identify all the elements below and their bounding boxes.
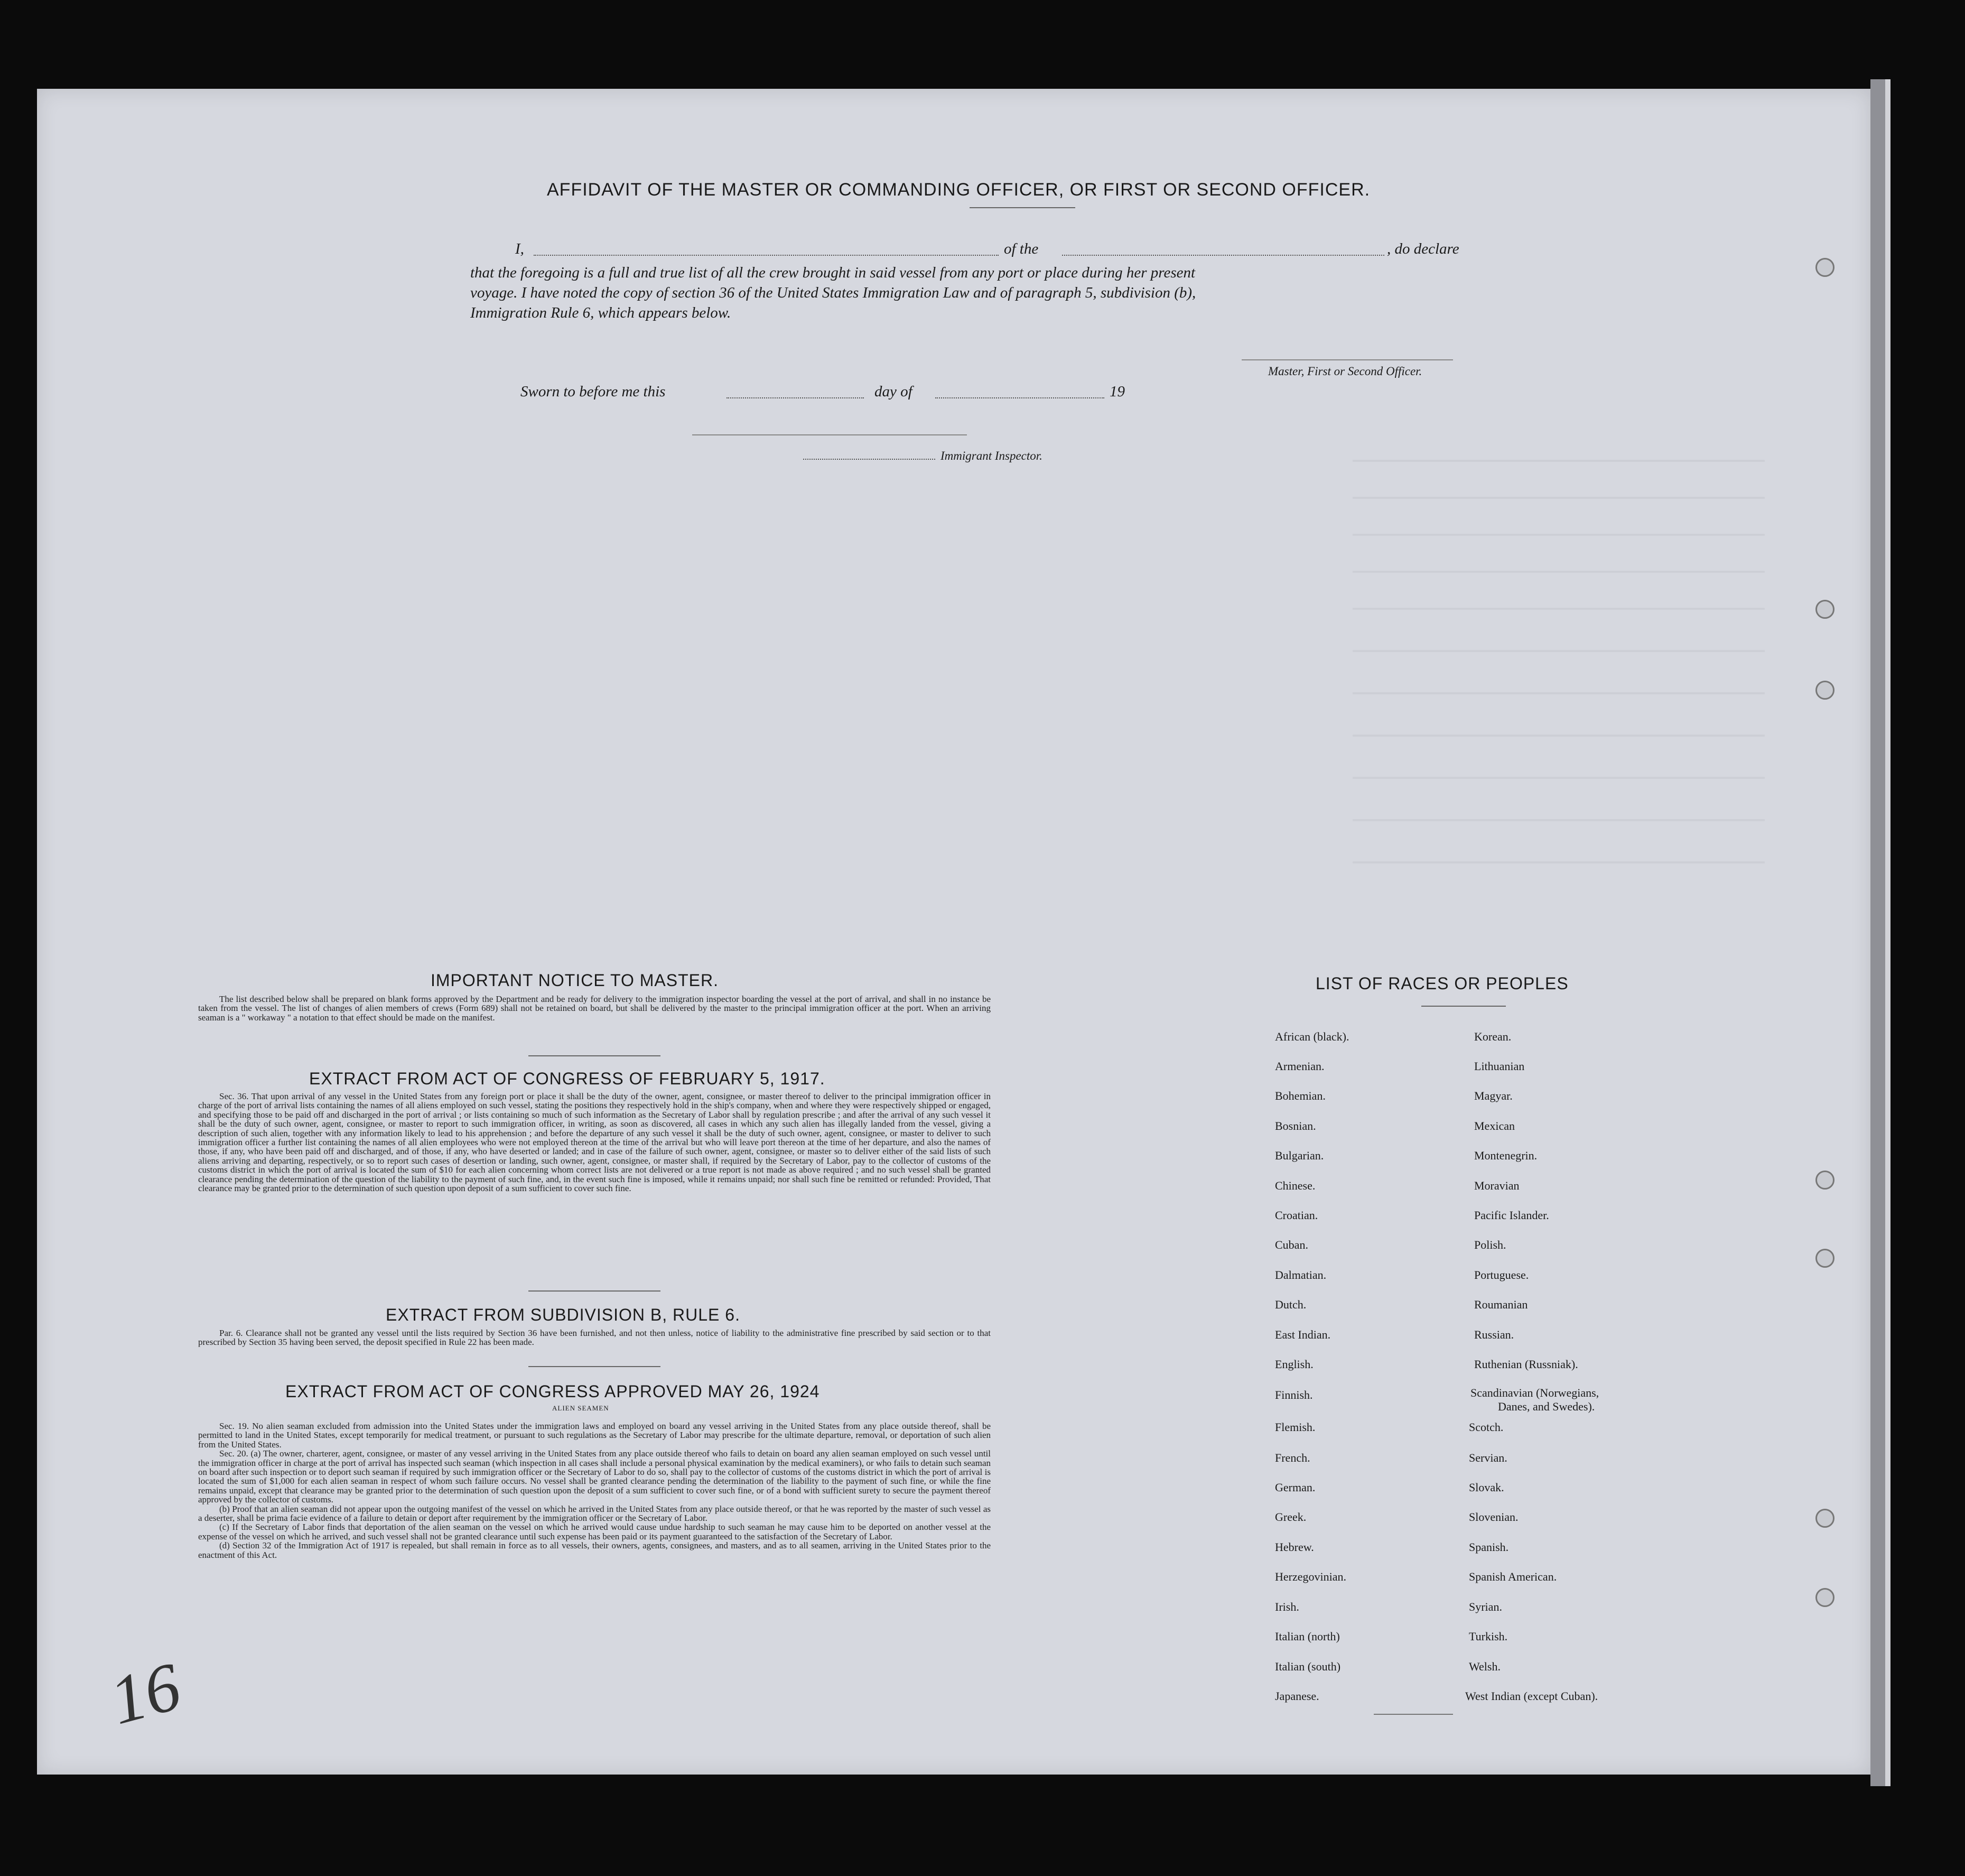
affidavit-of-the: of the (1004, 240, 1039, 257)
extract-1917-title: EXTRACT FROM ACT OF CONGRESS OF FEBRUARY 5, 1917. (309, 1069, 825, 1088)
master-signature-line[interactable] (1242, 359, 1453, 360)
extract-1917-body (198, 1092, 991, 1193)
race-item: Slovak. (1469, 1481, 1504, 1494)
race-item: Bohemian. (1275, 1089, 1326, 1102)
section-rule (528, 1290, 660, 1292)
sec20b-paragraph: (b) Proof that an alien seaman did not appear upon the outgoing manifest of the vessel on which he arrived in the United States from any place outside thereof, or that he was reported by the master of such vessel as a deserter, shall be prima facie evidence of a failure to detain or deport after requirement by the immigration officer or the Secretary of Labor. (198, 1503, 991, 1524)
sworn-day-blank[interactable] (727, 397, 864, 398)
punch-hole-icon (1815, 258, 1834, 277)
race-item: Armenian. (1275, 1060, 1325, 1073)
race-item: Welsh. (1469, 1660, 1501, 1673)
inspector-dots (803, 459, 935, 460)
bleed-through-line (1353, 608, 1765, 610)
section-rule (528, 1366, 660, 1367)
race-item: Roumanian (1474, 1298, 1528, 1311)
race-item: Flemish. (1275, 1420, 1316, 1434)
race-item: Servian. (1469, 1451, 1507, 1464)
inspector-signature-line[interactable] (692, 434, 967, 435)
race-item: Scotch. (1469, 1420, 1504, 1434)
notice-title: IMPORTANT NOTICE TO MASTER. (431, 971, 719, 990)
race-item: African (black). (1275, 1030, 1349, 1043)
race-item: Scandinavian (Norwegians, (1470, 1386, 1599, 1399)
race-item: Herzegovinian. (1275, 1570, 1346, 1583)
page-edge (1870, 79, 1885, 1786)
punch-hole-icon (1815, 600, 1834, 619)
race-item: Syrian. (1469, 1600, 1502, 1613)
bleed-through-line (1353, 777, 1765, 779)
extract-1924-body (198, 1422, 991, 1559)
affidavit-line3: voyage. I have noted the copy of section 36 of the United States Immigration Law and of paragraph 5, subdivision (b), (470, 284, 1196, 301)
race-item: Finnish. (1275, 1388, 1313, 1401)
extract-rule6-paragraph: Par. 6. Clearance shall not be granted any vessel until the lists required by Section 36 have been furnished, and not then unless, notice of liability to the administrative fine prescribed by said section or to that prescribed by Section 35 having been served, the deposit specified in Rule 22 has been made. (198, 1328, 991, 1348)
race-item: Hebrew. (1275, 1540, 1314, 1554)
bleed-through-line (1353, 735, 1765, 737)
race-item: Russian. (1474, 1328, 1514, 1341)
affidavit-declare: , do declare (1387, 240, 1459, 257)
affidavit-line4: Immigration Rule 6, which appears below. (470, 304, 731, 321)
affidavit-line2: that the foregoing is a full and true list of all the crew brought in said vessel from any port or place during her present (470, 264, 1196, 281)
extract-rule6-body (198, 1329, 991, 1347)
race-item: Cuban. (1275, 1238, 1308, 1251)
sec20d-paragraph: (d) Section 32 of the Immigration Act of 1917 is repealed, but shall remain in force as to all vessels, their owners, agents, consignees, and masters, and as to all seamen, arriving in the United States prior to the enactment of this Act. (198, 1540, 991, 1560)
section-rule (528, 1055, 660, 1056)
race-item: Lithuanian (1474, 1060, 1525, 1073)
sec20c-paragraph: (c) If the Secretary of Labor finds that deportation of the alien seaman on the vessel on which he arrived would cause undue hardship to such seaman he may cause him to be deported on another vessel at the expense of the vessel on which he arrived, and such vessel shall not be granted clearance until such expense has been paid or its payment guaranteed to the satisfaction of the Secretary of Labor. (198, 1522, 991, 1541)
extract-rule6-title: EXTRACT FROM SUBDIVISION B, RULE 6. (386, 1305, 740, 1324)
race-item: Dutch. (1275, 1298, 1307, 1311)
race-item: Portuguese. (1474, 1268, 1529, 1281)
race-item: Bosnian. (1275, 1119, 1316, 1132)
races-rule (1421, 1006, 1506, 1007)
sworn-month-blank[interactable] (935, 397, 1104, 398)
notice-body (198, 995, 991, 1022)
race-item: Italian (north) (1275, 1630, 1340, 1643)
race-item: Mexican (1474, 1119, 1515, 1132)
race-item: Bulgarian. (1275, 1149, 1324, 1162)
race-item-continued: Danes, and Swedes). (1498, 1400, 1595, 1413)
inspector-label: Immigrant Inspector. (940, 449, 1042, 462)
race-item: Magyar. (1474, 1089, 1513, 1102)
page-edge-strip (1885, 79, 1891, 1786)
punch-hole-icon (1815, 681, 1834, 700)
race-item: West Indian (except Cuban). (1465, 1689, 1598, 1703)
name-blank[interactable] (534, 255, 999, 256)
bleed-through-line (1353, 571, 1765, 573)
race-item: Italian (south) (1275, 1660, 1341, 1673)
extract-1917-paragraph: Sec. 36. That upon arrival of any vessel in the United States from any foreign port or place it shall be the duty of the owner, agent, consignee, or master thereof to deliver to the principal immigration officer in charge of the port of arrival lists containing the names of all aliens employed on such vessel, stating the positions they respectively hold in the ship's company, when and where they were respectively shipped or engaged, and specifying those to be paid off and discharged in the port of arrival ; or lists containing so much of such information as the Secretary of Labor shall by regulation prescribe ; and after the arrival of any such vessel it shall be the duty of such owner, agent, consignee, or master to report to such immigration officer, in writing, as soon as discovered, all cases in which any such alien has illegally landed from the vessel, giving a description of such alien, together with any information likely to lead to his apprehension ; and before the departure of any such vessel it shall be the duty of such owner, agent, consignee, or master to deliver to such immigration officer a further list containing the names of all alien employees who were not employed thereon at the time of the arrival but who will leave port thereon at the time of her departure, and also the names of those, if any, who have been paid off and discharged, and of those, if any, who have deserted or landed; and in case of the failure of such owner, agent, consignee, or master so to deliver either of the said lists of such aliens arriving and departing, respectively, or so to report such cases of desertion or landing, such owner, agent, consignee, or master shall, if required by the Secretary of Labor, pay to the collector of customs of the customs district in which the port of arrival is located the sum of $10 for each alien concerning whom correct lists are not delivered or a true report is not made as above required ; and no such vessel shall be granted clearance pending the determination of the question of the liability to the payment of such fine, and, in the event such fine is imposed, while it remains unpaid; nor shall such fine be remitted or refunded: Provided, That clearance may be granted prior to the determination of such question upon deposit of a sum sufficient to cover such fine. (198, 1091, 991, 1194)
bleed-through-line (1353, 534, 1765, 536)
race-item: Korean. (1474, 1030, 1512, 1043)
affidavit-title: AFFIDAVIT OF THE MASTER OR COMMANDING OFFICER, OR FIRST OR SECOND OFFICER. (547, 180, 1371, 200)
race-item: Polish. (1474, 1238, 1506, 1251)
affidavit-i: I, (515, 240, 524, 257)
punch-hole-icon (1815, 1171, 1834, 1190)
race-item: Chinese. (1275, 1179, 1316, 1192)
race-item: Greek. (1275, 1510, 1307, 1524)
race-item: Pacific Islander. (1474, 1209, 1549, 1222)
race-item: Turkish. (1469, 1630, 1508, 1643)
title-rule (970, 207, 1075, 208)
races-end-rule (1374, 1714, 1453, 1715)
race-item: Croatian. (1275, 1209, 1318, 1222)
race-item: Ruthenian (Russniak). (1474, 1358, 1578, 1371)
year-prefix: 19 (1110, 383, 1125, 400)
race-item: English. (1275, 1358, 1314, 1371)
bleed-through-line (1353, 497, 1765, 499)
race-item: Dalmatian. (1275, 1268, 1327, 1281)
sworn-text: Sworn to before me this (520, 383, 666, 400)
punch-hole-icon (1815, 1249, 1834, 1268)
master-label: Master, First or Second Officer. (1268, 365, 1422, 378)
bleed-through-line (1353, 819, 1765, 821)
sec19-paragraph: Sec. 19. No alien seaman excluded from admission into the United States under the immigration laws and employed on board any vessel arriving in the United States from any place outside thereof, shall be permitted to land in the United States, except temporarily for medical treatment, or pursuant to such regulations as the Secretary of Labor may prescribe for the ultimate departure, removal, or deportation of such alien from the United States. (198, 1421, 991, 1450)
bleed-through-line (1353, 650, 1765, 652)
bleed-through-line (1353, 861, 1765, 863)
race-item: German. (1275, 1481, 1316, 1494)
handwritten-page-number: 16 (102, 1648, 189, 1740)
race-item: Irish. (1275, 1600, 1299, 1613)
race-item: Moravian (1474, 1179, 1520, 1192)
race-item: Spanish American. (1469, 1570, 1557, 1583)
bleed-through-line (1353, 692, 1765, 694)
vessel-blank[interactable] (1062, 255, 1384, 256)
race-item: East Indian. (1275, 1328, 1331, 1341)
alien-seamen-subtitle: ALIEN SEAMEN (552, 1404, 609, 1412)
races-title: LIST OF RACES OR PEOPLES (1316, 974, 1569, 993)
punch-hole-icon (1815, 1509, 1834, 1528)
race-item: Slovenian. (1469, 1510, 1519, 1524)
punch-hole-icon (1815, 1588, 1834, 1607)
race-item: Spanish. (1469, 1540, 1509, 1554)
sec20a-paragraph: Sec. 20. (a) The owner, charterer, agent, consignee, or master of any vessel arriving in the United States from any place outside thereof who fails to detain on board any alien seaman employed on such vessel until the immigration officer in charge at the port of arrival has inspected such seaman (which inspection in all cases shall include a personal physical examination by the medical examiners), or who fails to detain such seaman on board after such inspection or to deport such seaman if required by such immigration officer or the Secretary of Labor to do so, shall pay to the collector of customs of the customs district in which the port of arrival is located the sum of $1,000 for each alien seaman in respect of whom such failure occurs. No vessel shall be granted clearance pending the determination of the liability to the payment of such fine, or while the fine remains unpaid, except that clearance may be granted prior to the determination of such question upon the deposit of a sum sufficient to cover such fine, or of a bond with sufficient surety to secure the payment thereof approved by the collector of customs. (198, 1448, 991, 1505)
day-of-text: day of (874, 383, 912, 400)
race-item: French. (1275, 1451, 1310, 1464)
race-item: Japanese. (1275, 1689, 1319, 1703)
bleed-through-line (1353, 460, 1765, 462)
race-item: Montenegrin. (1474, 1149, 1538, 1162)
notice-paragraph: The list described below shall be prepared on blank forms approved by the Department and be ready for delivery to the immigration inspector boarding the vessel at the port of arrival, and shall in no instance be taken from the vessel. The list of changes of alien members of crews (Form 689) shall not be retained on board, but shall be delivered by the master to the principal immigration officer at the port. When an arriving seaman is a " workaway " a notation to that effect should be made on the manifest. (198, 994, 991, 1023)
extract-1924-title: EXTRACT FROM ACT OF CONGRESS APPROVED MAY 26, 1924 (285, 1382, 820, 1401)
